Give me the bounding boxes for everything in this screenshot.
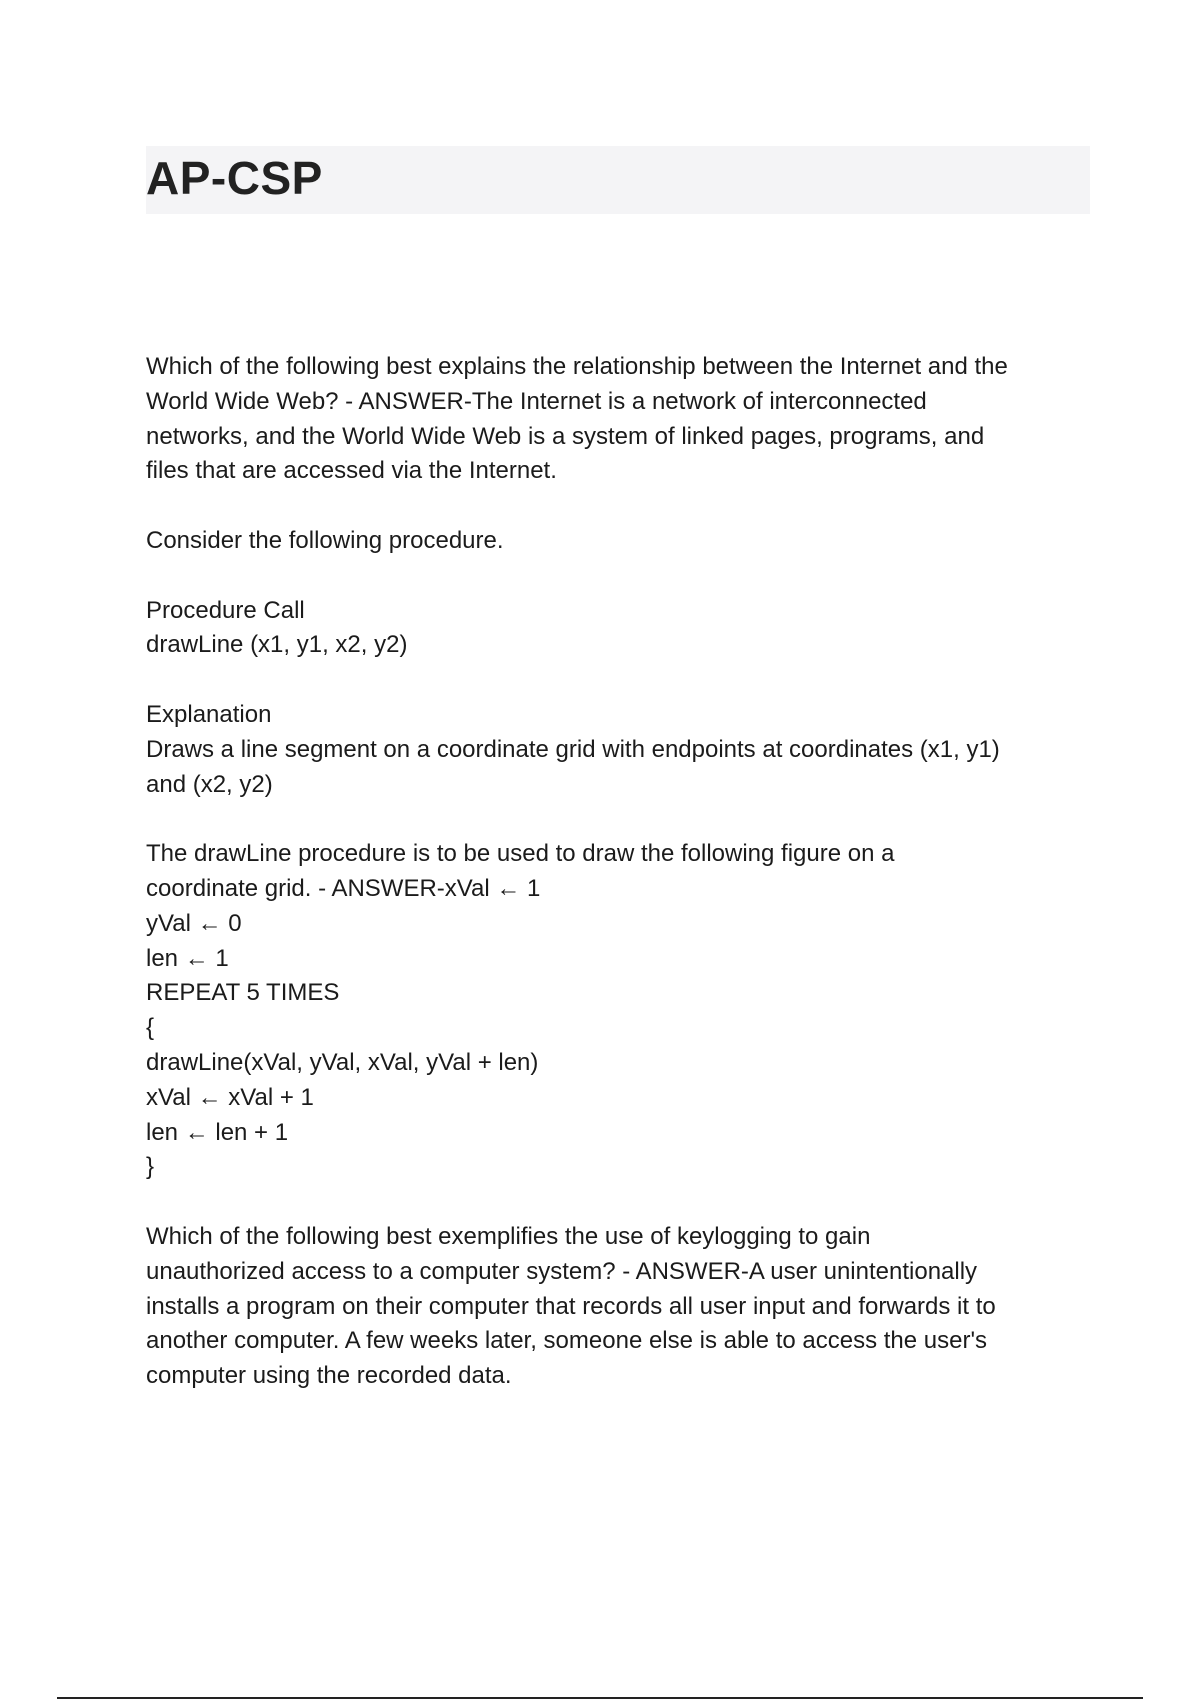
procedure-call-heading: Procedure Call [146,596,305,624]
document-title: AP-CSP [146,152,323,204]
title-banner [146,146,1090,214]
text-line: World Wide Web? - ANSWER-The Internet is a network of interconnected [146,387,927,415]
document-body [146,350,1096,1429]
text-line: networks, and the World Wide Web is a system of linked pages, programs, and [146,422,985,450]
code-line: } [146,1153,155,1181]
text-line: The drawLine procedure is to be used to draw the following figure on a [146,840,895,868]
text-line: coordinate grid. - ANSWER-xVal ← 1 [146,874,541,902]
code-line: REPEAT 5 TIMES [146,979,340,1007]
procedure-explanation [146,698,1096,802]
qa-keylogging [146,1220,1096,1394]
code-line: xVal ← xVal + 1 [146,1083,314,1111]
code-line: yVal ← 0 [146,909,242,937]
text-line: Consider the following procedure. [146,526,504,554]
code-line: len ← len + 1 [146,1118,289,1146]
text-line: installs a program on their computer that records all user input and forwards it to [146,1292,996,1320]
code-line: { [146,1014,155,1042]
text-line: computer using the recorded data. [146,1362,512,1390]
text-line: unauthorized access to a computer system? - ANSWER-A user unintentionally [146,1257,978,1285]
procedure-call [146,594,1096,664]
text-line: Which of the following best explains the relationship between the Internet and the [146,353,1008,380]
qa-internet-vs-web [146,350,1096,489]
procedure-intro [146,524,1096,559]
text-line: Which of the following best exemplifies the use of keylogging to gain [146,1222,871,1250]
explanation-heading: Explanation [146,700,272,728]
qa-drawline-code [146,837,1096,1185]
text-line: and (x2, y2) [146,770,273,798]
text-line: files that are accessed via the Internet. [146,457,557,485]
text-line: another computer. A few weeks later, someone else is able to access the user's [146,1327,988,1355]
text-line: Draws a line segment on a coordinate grid with endpoints at coordinates (x1, y1) [146,735,1000,763]
procedure-signature: drawLine (x1, y1, x2, y2) [146,631,408,659]
code-line: drawLine(xVal, yVal, xVal, yVal + len) [146,1048,539,1076]
page-bottom-divider [57,1697,1143,1699]
code-line: len ← 1 [146,944,229,972]
